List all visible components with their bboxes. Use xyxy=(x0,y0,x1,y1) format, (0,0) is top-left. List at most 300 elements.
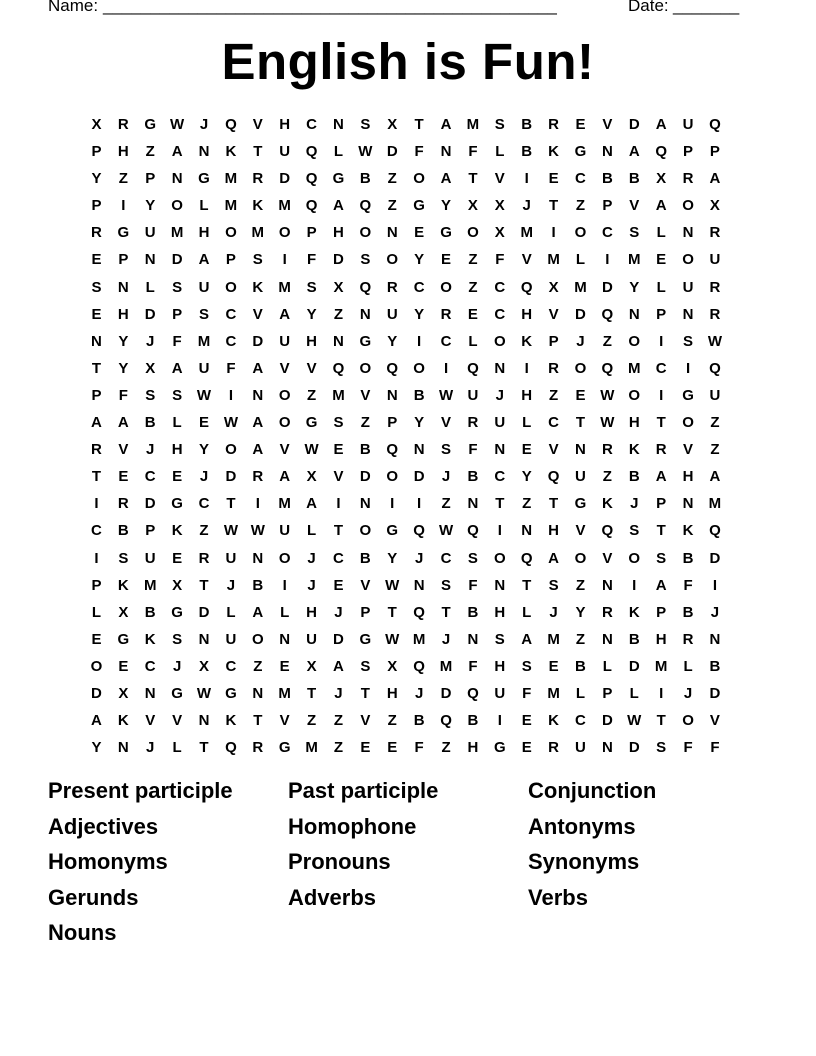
grid-letter: E xyxy=(333,441,344,459)
grid-letter: N xyxy=(144,251,156,269)
word-list-item: Conjunction xyxy=(528,778,657,803)
grid-letter: A xyxy=(655,116,667,133)
grid-letter: L xyxy=(91,603,102,621)
grid-letter: L xyxy=(333,143,344,161)
grid-letter: X xyxy=(333,278,344,296)
grid-letter: E xyxy=(91,630,102,648)
grid-letter: N xyxy=(333,116,344,133)
grid-letter: N xyxy=(494,441,506,459)
grid-letter: L xyxy=(629,684,639,702)
grid-letter: P xyxy=(225,251,236,269)
grid-letter: M xyxy=(278,684,291,702)
grid-letter: D xyxy=(333,630,344,648)
grid-letter: S xyxy=(172,386,183,404)
grid-letter: R xyxy=(709,305,721,323)
grid-letter: O xyxy=(171,197,183,215)
grid-letter: F xyxy=(468,441,478,459)
grid-letter: E xyxy=(91,251,102,269)
grid-letter: I xyxy=(121,197,126,215)
grid-letter: L xyxy=(656,278,666,296)
grid-letter: V xyxy=(441,414,452,432)
grid-letter: E xyxy=(91,305,102,323)
grid-letter: B xyxy=(359,549,371,567)
grid-letter: Y xyxy=(145,197,156,215)
grid-letter: T xyxy=(226,495,236,513)
grid-letter: T xyxy=(468,170,478,188)
grid-letter: N xyxy=(198,143,210,161)
grid-letter: B xyxy=(413,386,425,404)
grid-letter: W xyxy=(385,630,400,648)
grid-letter: U xyxy=(709,386,721,404)
grid-letter: E xyxy=(387,739,398,757)
grid-letter: I xyxy=(417,495,422,513)
grid-letter: V xyxy=(279,441,290,459)
grid-letter: C xyxy=(306,116,317,133)
grid-letter: M xyxy=(628,359,641,377)
grid-letter: N xyxy=(386,386,398,404)
grid-letter: B xyxy=(709,657,721,675)
grid-letter: Z xyxy=(602,468,612,486)
grid-letter: L xyxy=(683,657,693,675)
grid-letter: O xyxy=(278,224,291,242)
grid-letter: R xyxy=(467,414,479,432)
grid-letter: T xyxy=(253,712,263,730)
page-title: English is Fun! xyxy=(221,33,595,90)
grid-letter: L xyxy=(172,414,182,432)
grid-letter: D xyxy=(225,468,237,486)
grid-letter: F xyxy=(414,739,424,757)
grid-letter: Q xyxy=(305,197,318,215)
grid-letter: J xyxy=(334,684,343,702)
grid-letter: B xyxy=(682,549,694,567)
grid-letter: A xyxy=(306,495,317,513)
grid-letter: V xyxy=(709,712,720,730)
grid-letter: L xyxy=(172,739,182,757)
grid-letter: S xyxy=(91,278,102,296)
grid-letter: B xyxy=(467,468,479,486)
grid-letter: X xyxy=(387,657,398,675)
grid-letter: Q xyxy=(467,684,479,702)
grid-letter: V xyxy=(172,712,183,730)
grid-letter: I xyxy=(605,251,610,269)
grid-letter: F xyxy=(495,251,505,269)
grid-letter: P xyxy=(360,603,371,621)
grid-letter: O xyxy=(386,468,399,486)
grid-letter: M xyxy=(305,739,318,757)
grid-letter: F xyxy=(118,386,128,404)
grid-letter: J xyxy=(630,495,639,513)
grid-letter: W xyxy=(170,116,185,133)
grid-letter: G xyxy=(386,522,399,540)
grid-letter: K xyxy=(521,332,533,350)
grid-letter: P xyxy=(548,332,559,350)
grid-letter: T xyxy=(522,576,532,594)
grid-letter: N xyxy=(333,332,344,350)
grid-letter: I xyxy=(497,522,502,540)
grid-letter: D xyxy=(628,739,640,757)
grid-letter: I xyxy=(282,576,287,594)
grid-letter: G xyxy=(117,224,130,242)
grid-letter: A xyxy=(709,170,721,188)
grid-letter: N xyxy=(359,305,371,323)
grid-letter: K xyxy=(628,603,640,621)
grid-letter: O xyxy=(278,386,291,404)
grid-letter: N xyxy=(117,739,129,757)
grid-letter: U xyxy=(575,739,586,757)
grid-letter: H xyxy=(198,224,210,242)
grid-letter: Z xyxy=(199,522,209,540)
grid-letter: B xyxy=(252,576,264,594)
grid-letter: X xyxy=(306,657,317,675)
grid-letter: X xyxy=(494,224,505,242)
grid-letter: H xyxy=(521,386,533,404)
grid-letter: I xyxy=(282,251,287,269)
grid-letter: J xyxy=(576,332,585,350)
grid-letter: B xyxy=(467,712,479,730)
grid-letter: S xyxy=(145,386,156,404)
grid-letter: N xyxy=(682,305,694,323)
grid-letter: G xyxy=(332,170,345,188)
grid-letter: B xyxy=(413,712,425,730)
grid-letter: M xyxy=(224,197,238,215)
grid-letter: Q xyxy=(413,522,425,540)
grid-letter: L xyxy=(226,603,236,621)
grid-letter: Z xyxy=(333,712,344,730)
grid-letter: O xyxy=(278,549,291,567)
grid-letter: B xyxy=(575,657,586,675)
grid-letter: E xyxy=(521,739,532,757)
grid-letter: J xyxy=(683,684,693,702)
grid-letter: R xyxy=(198,549,210,567)
grid-letter: D xyxy=(333,251,344,269)
word-list-item: Adjectives xyxy=(48,813,159,839)
grid-letter: W xyxy=(358,143,373,161)
grid-letter: C xyxy=(494,468,506,486)
grid-letter: M xyxy=(143,576,157,594)
grid-letter: B xyxy=(601,170,613,188)
grid-letter: G xyxy=(225,684,237,702)
grid-letter: B xyxy=(628,630,640,648)
grid-letter: T xyxy=(91,468,102,486)
grid-letter: V xyxy=(333,468,344,486)
grid-letter: X xyxy=(494,197,505,215)
grid-letter: N xyxy=(575,441,586,459)
grid-letter: R xyxy=(601,441,613,459)
grid-letter: Z xyxy=(710,414,720,432)
grid-letter: M xyxy=(224,170,238,188)
grid-letter: U xyxy=(467,386,479,404)
grid-letter: O xyxy=(225,441,237,459)
grid-letter: Q xyxy=(386,441,399,459)
grid-letter: Q xyxy=(709,359,721,377)
grid-letter: F xyxy=(468,576,478,594)
grid-letter: W xyxy=(438,522,454,540)
grid-letter: Z xyxy=(575,576,586,594)
grid-letter: L xyxy=(522,414,532,432)
grid-letter: L xyxy=(145,278,155,296)
grid-letter: Y xyxy=(414,414,425,432)
grid-letter: D xyxy=(279,170,291,188)
grid-letter: X xyxy=(172,576,183,594)
grid-letter: L xyxy=(602,657,612,675)
grid-letter: Z xyxy=(253,657,263,675)
grid-letter: Q xyxy=(467,359,479,377)
grid-letter: C xyxy=(144,657,156,675)
grid-letter: M xyxy=(278,197,291,215)
grid-letter: Z xyxy=(387,197,397,215)
grid-letter: C xyxy=(494,305,506,323)
grid-letter: W xyxy=(196,386,212,404)
grid-letter: A xyxy=(198,251,210,269)
grid-letter: U xyxy=(709,251,721,269)
grid-letter: E xyxy=(172,468,183,486)
grid-letter: A xyxy=(279,305,291,323)
grid-letter: S xyxy=(252,251,263,269)
grid-letter: Z xyxy=(441,495,451,513)
grid-letter: Q xyxy=(601,522,614,540)
grid-letter: K xyxy=(252,278,264,296)
grid-letter: U xyxy=(682,116,694,133)
grid-letter: E xyxy=(279,657,290,675)
date-blank-line: _______ xyxy=(673,0,740,15)
grid-letter: O xyxy=(493,549,506,567)
grid-letter: X xyxy=(306,468,317,486)
grid-letter: R xyxy=(548,739,559,757)
grid-letter: V xyxy=(306,359,317,377)
grid-letter: X xyxy=(467,197,478,215)
grid-letter: A xyxy=(171,359,183,377)
grid-letter: I xyxy=(659,332,664,350)
grid-letter: S xyxy=(360,657,371,675)
grid-letter: W xyxy=(707,332,723,350)
grid-letter: K xyxy=(548,143,559,161)
grid-letter: J xyxy=(441,630,451,648)
grid-letter: O xyxy=(574,224,587,242)
grid-letter: N xyxy=(91,332,102,350)
grid-letter: W xyxy=(250,522,265,540)
grid-letter: J xyxy=(199,468,209,486)
grid-letter: H xyxy=(548,522,559,540)
grid-letter: R xyxy=(440,305,452,323)
grid-letter: L xyxy=(522,603,532,621)
grid-letter: Y xyxy=(575,603,586,621)
grid-letter: C xyxy=(198,495,210,513)
grid-letter: R xyxy=(252,739,264,757)
grid-letter: G xyxy=(574,143,587,161)
grid-letter: A xyxy=(252,441,264,459)
grid-letter: U xyxy=(198,278,210,296)
grid-letter: N xyxy=(413,576,425,594)
grid-letter: S xyxy=(548,576,559,594)
grid-letter: F xyxy=(710,739,720,757)
grid-letter: E xyxy=(521,441,532,459)
name-blank-line: ________________________________________________ xyxy=(103,0,557,15)
grid-letter: O xyxy=(467,224,479,242)
grid-letter: N xyxy=(601,143,613,161)
grid-letter: U xyxy=(225,549,237,567)
grid-letter: N xyxy=(521,522,533,540)
grid-letter: Z xyxy=(387,170,397,188)
grid-letter: M xyxy=(412,630,426,648)
grid-letter: R xyxy=(682,170,694,188)
grid-letter: R xyxy=(709,278,721,296)
grid-letter: T xyxy=(387,603,397,621)
grid-letter: Z xyxy=(468,251,478,269)
grid-letter: J xyxy=(495,386,504,404)
grid-letter: H xyxy=(494,603,506,621)
grid-letter: R xyxy=(91,441,102,459)
grid-letter: K xyxy=(144,630,156,648)
grid-letter: Z xyxy=(118,170,128,188)
grid-letter: E xyxy=(172,549,183,567)
grid-letter: E xyxy=(118,468,129,486)
grid-letter: S xyxy=(494,630,505,648)
grid-letter: Y xyxy=(118,332,129,350)
word-list-item: Pronouns xyxy=(288,849,391,874)
grid-letter: D xyxy=(413,468,425,486)
grid-letter: P xyxy=(145,522,156,540)
grid-letter: B xyxy=(117,522,129,540)
grid-letter: X xyxy=(118,603,129,621)
grid-letter: P xyxy=(683,143,694,161)
grid-letter: V xyxy=(602,549,613,567)
grid-letter: S xyxy=(656,739,667,757)
grid-letter: P xyxy=(91,143,102,161)
grid-letter: J xyxy=(226,576,236,594)
grid-letter: T xyxy=(414,116,424,133)
grid-letter: E xyxy=(521,712,532,730)
grid-letter: T xyxy=(199,576,209,594)
grid-letter: Z xyxy=(549,386,559,404)
grid-letter: Q xyxy=(305,143,318,161)
grid-letter: A xyxy=(252,414,264,432)
grid-letter: C xyxy=(225,657,237,675)
grid-letter: N xyxy=(494,359,506,377)
grid-letter: I xyxy=(659,684,664,702)
grid-letter: T xyxy=(656,522,666,540)
grid-letter: W xyxy=(223,522,238,540)
grid-letter: O xyxy=(682,414,694,432)
grid-letter: T xyxy=(495,495,505,513)
grid-letter: K xyxy=(682,522,694,540)
grid-letter: B xyxy=(359,170,371,188)
grid-letter: N xyxy=(467,495,479,513)
grid-letter: S xyxy=(360,251,371,269)
grid-letter: Z xyxy=(710,441,720,459)
grid-letter: V xyxy=(279,359,290,377)
grid-letter: V xyxy=(145,712,156,730)
grid-letter: M xyxy=(654,657,668,675)
grid-letter: X xyxy=(548,278,559,296)
grid-letter: W xyxy=(600,386,615,404)
grid-letter: Q xyxy=(413,603,425,621)
grid-letter: O xyxy=(682,251,694,269)
grid-letter: S xyxy=(333,414,344,432)
grid-letter: G xyxy=(682,386,694,404)
grid-letter: X xyxy=(656,170,667,188)
grid-letter: O xyxy=(682,197,694,215)
grid-letter: T xyxy=(360,684,370,702)
grid-letter: I xyxy=(632,576,637,594)
grid-letter: H xyxy=(467,739,479,757)
letter-grid xyxy=(83,111,728,761)
grid-letter: O xyxy=(440,278,452,296)
grid-letter: G xyxy=(493,739,506,757)
grid-letter: U xyxy=(225,630,237,648)
grid-letter: V xyxy=(683,441,694,459)
grid-letter: F xyxy=(683,739,693,757)
grid-letter: O xyxy=(628,549,641,567)
grid-letter: L xyxy=(468,332,478,350)
grid-letter: I xyxy=(255,495,260,513)
grid-letter: C xyxy=(575,170,586,188)
grid-letter: P xyxy=(118,251,129,269)
grid-letter: A xyxy=(91,712,102,730)
grid-letter: T xyxy=(549,197,559,215)
grid-letter: J xyxy=(199,116,209,133)
grid-letter: S xyxy=(306,278,317,296)
grid-letter: Z xyxy=(575,630,586,648)
grid-letter: S xyxy=(441,576,452,594)
grid-letter: Y xyxy=(118,359,129,377)
grid-letter: Z xyxy=(360,414,370,432)
grid-letter: Z xyxy=(306,386,317,404)
grid-letter: O xyxy=(278,414,291,432)
grid-letter: H xyxy=(655,630,667,648)
grid-letter: A xyxy=(709,468,721,486)
grid-letter: A xyxy=(521,630,533,648)
grid-letter: B xyxy=(467,603,479,621)
grid-letter: H xyxy=(171,441,183,459)
grid-letter: O xyxy=(386,251,399,269)
grid-letter: W xyxy=(196,684,212,702)
grid-letter: M xyxy=(574,278,587,296)
grid-letter: N xyxy=(386,224,398,242)
grid-letter: D xyxy=(144,305,156,323)
grid-letter: O xyxy=(574,549,587,567)
grid-letter: J xyxy=(549,603,558,621)
grid-letter: S xyxy=(360,116,371,133)
grid-letter: S xyxy=(656,549,667,567)
grid-letter: N xyxy=(682,495,694,513)
grid-letter: X xyxy=(145,359,156,377)
grid-letter: C xyxy=(655,359,667,377)
grid-letter: K xyxy=(252,197,264,215)
grid-letter: Q xyxy=(467,522,479,540)
grid-letter: W xyxy=(304,441,319,459)
grid-letter: S xyxy=(172,278,183,296)
grid-letter: Y xyxy=(521,468,532,486)
grid-letter: V xyxy=(360,386,371,404)
grid-letter: V xyxy=(548,305,559,323)
grid-letter: T xyxy=(333,522,344,540)
grid-letter: M xyxy=(197,332,211,350)
grid-letter: L xyxy=(575,251,586,269)
grid-letter: W xyxy=(627,712,642,730)
grid-letter: K xyxy=(601,495,613,513)
grid-letter: E xyxy=(575,386,586,404)
grid-letter: Q xyxy=(225,116,237,133)
grid-letter: G xyxy=(144,116,157,133)
grid-letter: G xyxy=(413,197,425,215)
grid-letter: W xyxy=(385,576,400,594)
word-list-item: Homophone xyxy=(288,813,417,839)
word-list-item: Synonyms xyxy=(528,849,640,874)
grid-letter: G xyxy=(278,739,291,757)
grid-letter: C xyxy=(91,522,102,540)
grid-letter: N xyxy=(628,305,640,323)
grid-letter: E xyxy=(575,116,586,133)
